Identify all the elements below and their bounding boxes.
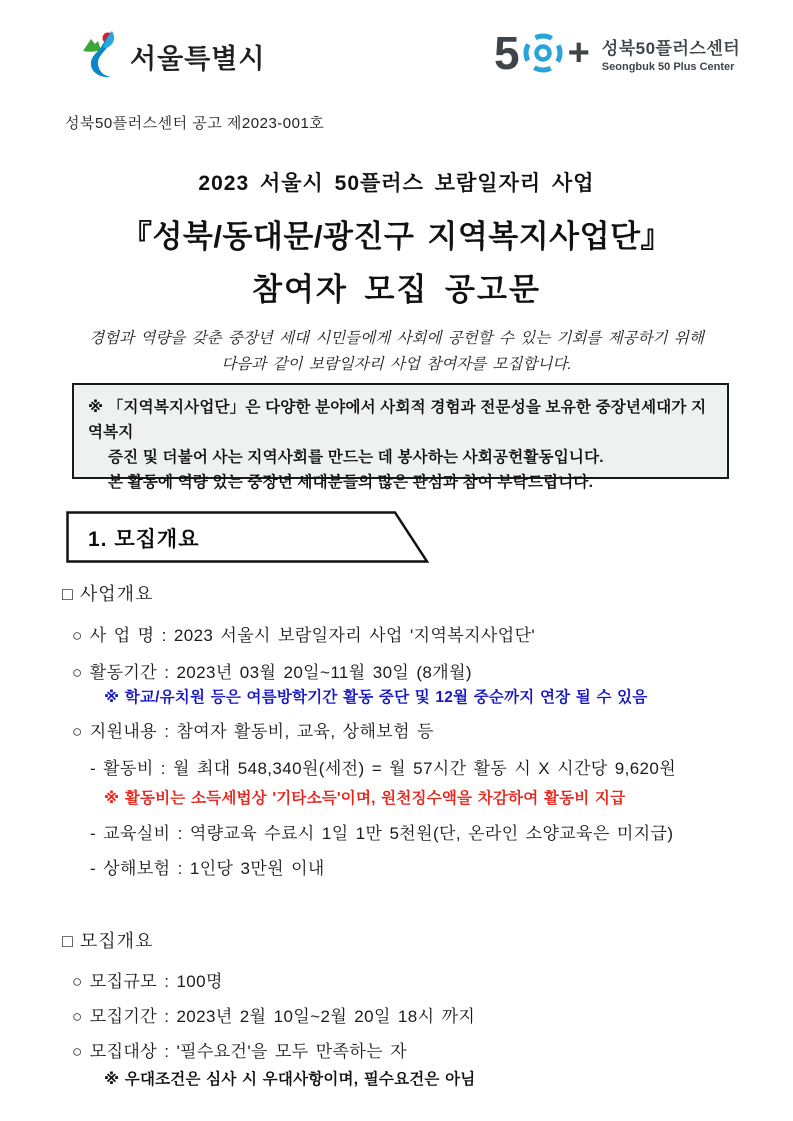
notice-line-3: 본 활동에 역량 있는 중장년 세대분들의 많은 관심과 참여 부탁드립니다. <box>108 474 594 491</box>
fifty-logo-5: 5 <box>494 27 520 79</box>
section-1-heading: 1. 모집개요 <box>88 528 200 551</box>
intro-line-1: 경험과 역량을 갖춘 중장년 세대 시민들에게 사회에 공헌할 수 있는 기회를 제공하기 위해 <box>89 330 704 347</box>
fifty-plus-mark-icon <box>494 27 590 79</box>
intro-line-2: 다음과 같이 보람일자리 사업 참여자를 모집합니다. <box>221 356 572 373</box>
document-number: 성북50플러스센터 공고 제2023-001호 <box>65 115 325 132</box>
insurance-subitem: - 상해보험 : 1인당 3만원 이내 <box>90 859 325 878</box>
seoul-city-logo <box>82 30 265 83</box>
fifty-logo-plus: + <box>567 32 590 74</box>
notice-line-1: ※ 「지역복지사업단」은 다양한 분야에서 사회적 경험과 전문성을 보유한 중장년세대가 지역복지 <box>88 399 707 441</box>
seoul-city-emblem-icon <box>82 30 122 83</box>
notice-line-2: 증진 및 더불어 사는 지역사회를 만드는 데 봉사하는 사회공헌활동입니다. <box>108 449 604 466</box>
seoul-logo-text: 서울특별시 <box>130 44 266 74</box>
recruit-overview-heading: □ 모집개요 <box>62 931 154 951</box>
business-overview-heading: □ 사업개요 <box>62 584 154 604</box>
section-1-banner <box>66 511 436 563</box>
intro-paragraph <box>0 326 793 378</box>
recruit-target-note: ※ 우대조건은 심사 시 우대사항이며, 필수요건은 아님 <box>104 1071 476 1088</box>
activity-fee-subitem: - 활동비 : 월 최대 548,340원(세전) = 월 57시간 활동 시 X 시간당 9,620원 <box>90 759 677 778</box>
education-fee-subitem: - 교육실비 : 역량교육 수료시 1일 1만 5천원(단, 온라인 소양교육은 미지급) <box>90 824 674 843</box>
title-block <box>0 167 793 309</box>
activity-period-note: ※ 학교/유치원 등은 여름방학기간 활동 중단 및 12월 중순까지 연장 될 수 있음 <box>104 689 648 706</box>
business-name-item: ○ 사 업 명 : 2023 서울시 보람일자리 사업 '지역복지사업단' <box>72 626 536 645</box>
recruit-scale-item: ○ 모집규모 : 100명 <box>72 972 223 991</box>
support-content-item: ○ 지원내용 : 참여자 활동비, 교육, 상해보험 등 <box>72 722 434 741</box>
activity-period-item: ○ 활동기간 : 2023년 03월 20일~11월 30일 (8개월) <box>72 663 472 682</box>
fifty-logo-zero-icon <box>520 30 566 76</box>
recruit-period-item: ○ 모집기간 : 2023년 2월 10일~2월 20일 18시 까지 <box>72 1007 476 1026</box>
activity-fee-note: ※ 활동비는 소득세법상 '기타소득'이며, 원천징수액을 차감하여 활동비 지급 <box>104 790 626 807</box>
center-name-block <box>602 34 740 73</box>
recruit-target-item: ○ 모집대상 : '필수요건'을 모두 만족하는 자 <box>72 1042 407 1061</box>
notice-box <box>72 383 729 491</box>
title-main: 『성북/동대문/광진구 지역복지사업단』 <box>120 219 673 254</box>
seongbuk-50plus-logo <box>494 27 741 79</box>
title-sub: 참여자 모집 공고문 <box>252 272 541 307</box>
title-program: 2023 서울시 50플러스 보람일자리 사업 <box>198 172 595 195</box>
center-name-english: Seongbuk 50 Plus Center <box>601 60 735 73</box>
center-name-korean: 성북50플러스센터 <box>601 38 741 58</box>
